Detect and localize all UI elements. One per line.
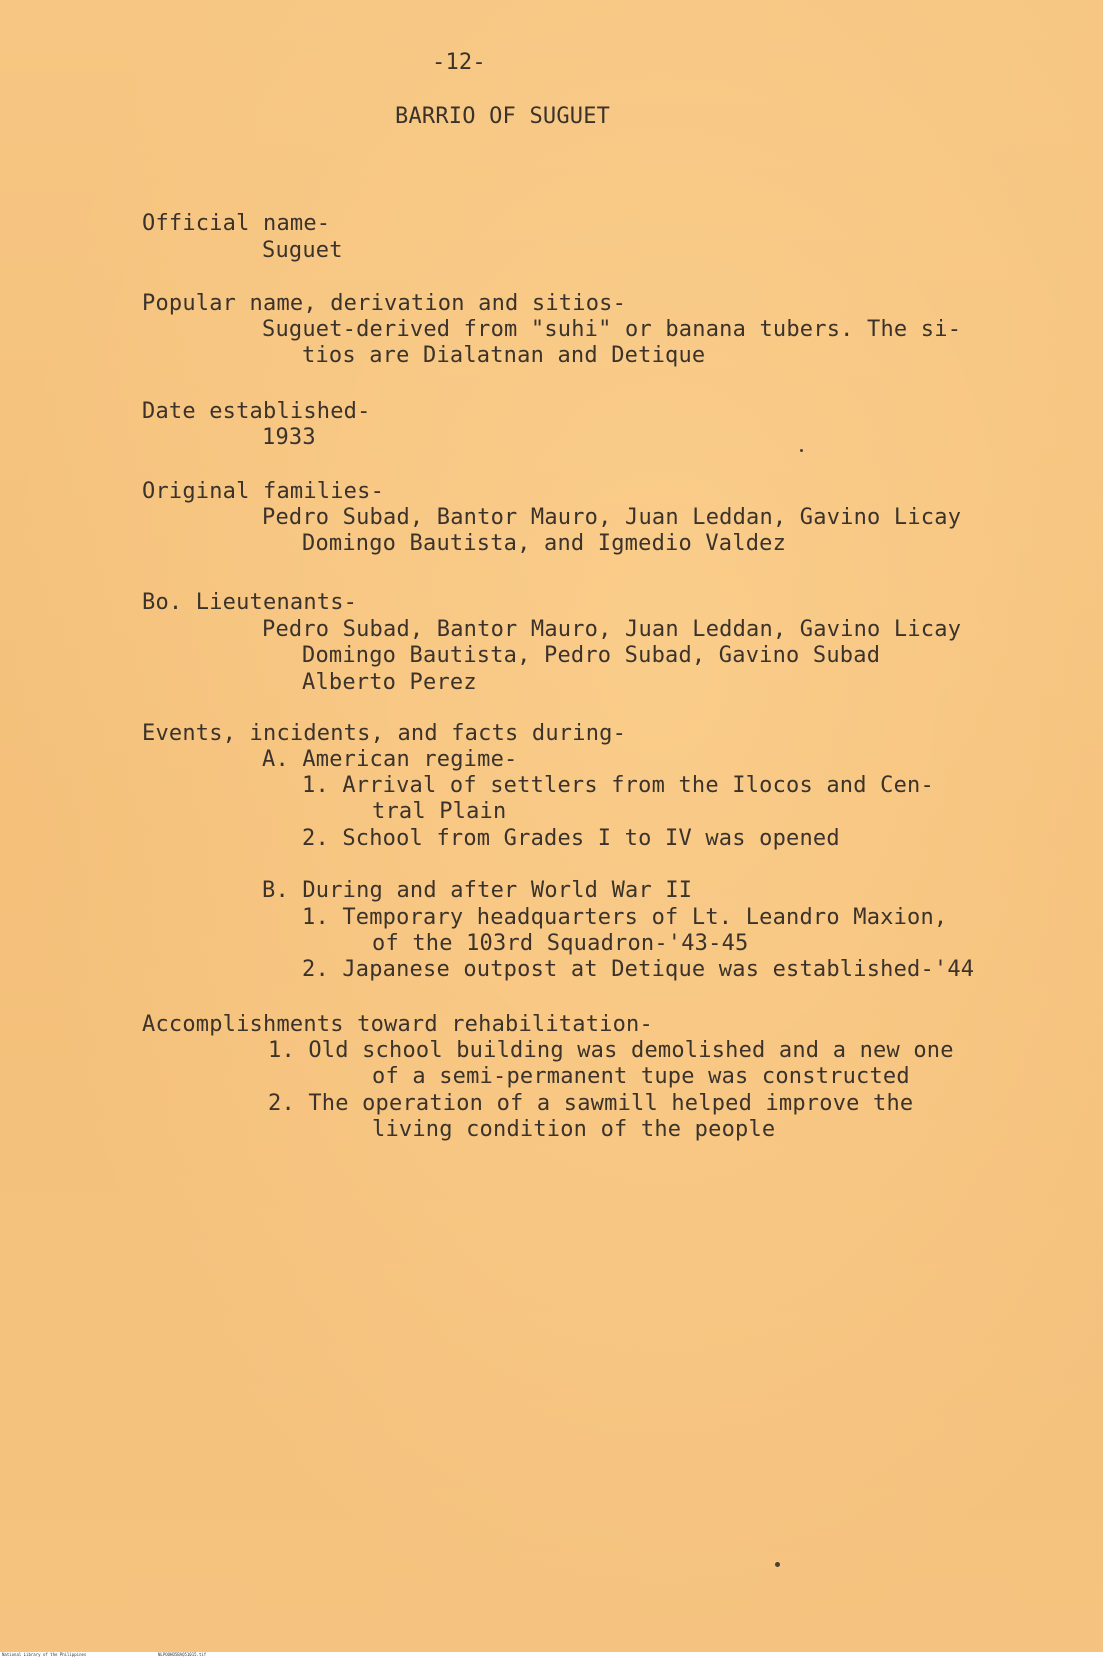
page-number: -12- bbox=[432, 50, 486, 75]
popular-name-label: Popular name, derivation and sitios- bbox=[142, 291, 627, 316]
lieutenants-line-3: Alberto Perez bbox=[302, 670, 477, 695]
accomplishments-item-1-line-1: 1. Old school building was demolished and a new one bbox=[268, 1038, 954, 1063]
paper-speck bbox=[775, 1562, 780, 1567]
lieutenants-label: Bo. Lieutenants- bbox=[142, 590, 358, 615]
lieutenants-line-2: Domingo Bautista, Pedro Subad, Gavino Subad bbox=[302, 643, 881, 668]
official-name-label: Official name- bbox=[142, 211, 331, 236]
original-families-line-1: Pedro Subad, Bantor Mauro, Juan Leddan, Gavino Licay bbox=[262, 505, 962, 530]
popular-name-line-1: Suguet-derived from "suhi" or banana tubers. The si- bbox=[262, 317, 962, 342]
original-families-label: Original families- bbox=[142, 479, 385, 504]
accomplishments-item-2-line-1: 2. The operation of a sawmill helped improve the bbox=[268, 1091, 914, 1116]
events-section-b-label: B. During and after World War II bbox=[262, 878, 693, 903]
events-b1-line-1: 1. Temporary headquarters of Lt. Leandro Maxion, bbox=[302, 905, 948, 930]
scan-footer bbox=[0, 1652, 1103, 1658]
events-a1-line-2: tral Plain bbox=[372, 799, 507, 824]
paper-speck bbox=[800, 449, 803, 452]
events-b2: 2. Japanese outpost at Detique was established-'44 bbox=[302, 957, 975, 982]
events-section-a-label: A. American regime- bbox=[262, 747, 518, 772]
events-a1-line-1: 1. Arrival of settlers from the Ilocos and Cen- bbox=[302, 773, 934, 798]
accomplishments-item-2-line-2: living condition of the people bbox=[372, 1117, 776, 1142]
official-name-value: Suguet bbox=[262, 238, 343, 263]
page-title: BARRIO OF SUGUET bbox=[395, 104, 611, 129]
footer-file-id: NLPOOHD5BAQ51015.tif bbox=[158, 1652, 207, 1657]
events-label: Events, incidents, and facts during- bbox=[142, 721, 627, 746]
footer-source: National Library of the Philippines bbox=[2, 1652, 87, 1657]
date-established-value: 1933 bbox=[262, 425, 316, 450]
date-established-label: Date established- bbox=[142, 399, 371, 424]
original-families-line-2: Domingo Bautista, and Igmedio Valdez bbox=[302, 531, 787, 556]
events-a2: 2. School from Grades I to IV was opened bbox=[302, 826, 840, 851]
events-b1-line-2: of the 103rd Squadron-'43-45 bbox=[372, 931, 749, 956]
lieutenants-line-1: Pedro Subad, Bantor Mauro, Juan Leddan, Gavino Licay bbox=[262, 617, 962, 642]
accomplishments-label: Accomplishments toward rehabilitation- bbox=[142, 1012, 653, 1037]
popular-name-line-2: tios are Dialatnan and Detique bbox=[302, 343, 706, 368]
accomplishments-item-1-line-2: of a semi-permanent tupe was constructed bbox=[372, 1064, 910, 1089]
